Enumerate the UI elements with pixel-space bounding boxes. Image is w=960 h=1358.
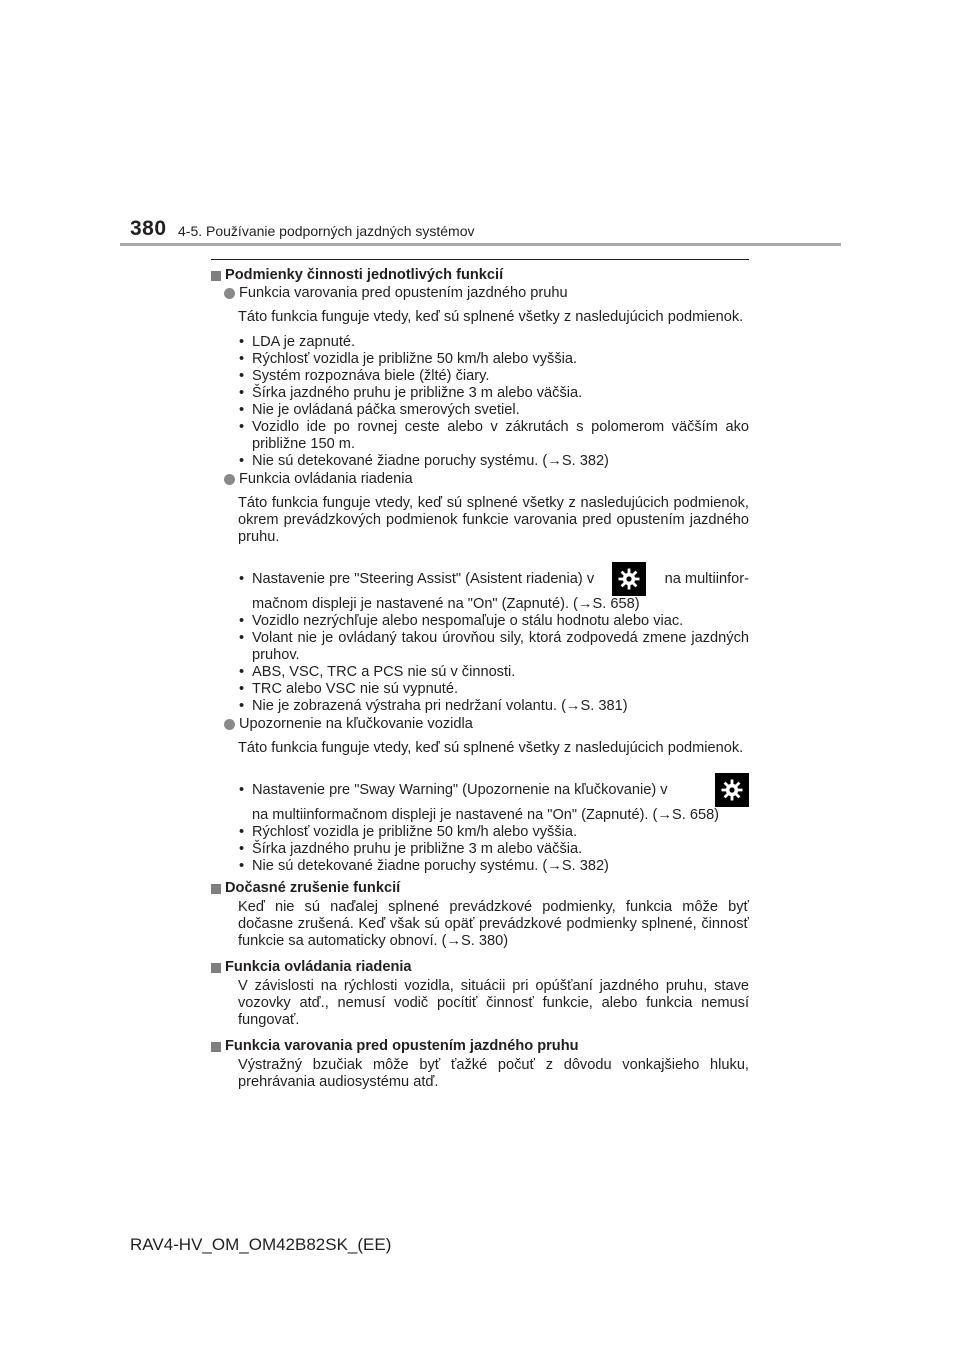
subsection-title: Funkcia ovládania riadenia (239, 471, 413, 487)
section-heading (211, 880, 749, 897)
content-rule (211, 259, 749, 260)
document-code: RAV4-HV_OM_OM42B82SK_(EE) (130, 1235, 392, 1254)
list-item-text: na multiinfor- (664, 571, 749, 587)
section-title: Dočasné zrušenie funkcií (225, 880, 401, 896)
subsection-heading (224, 471, 749, 488)
list-item: • Rýchlosť vozidla je približne 50 km/h alebo vyššia. (238, 824, 749, 841)
list-item: • Rýchlosť vozidla je približne 50 km/h alebo vyššia. (238, 351, 749, 368)
section-heading (211, 1038, 749, 1055)
list-item: • Šírka jazdného pruhu je približne 3 m alebo väčšia. (238, 385, 749, 402)
paragraph: V závislosti na rýchlosti vozidla, situácii pri opúšťaní jazdného pruhu, stave vozovky atď., nemusí vodič pocítiť činnosť funkcie, alebo funkcia nemusí fungovať. (238, 978, 749, 1028)
list-item: • TRC alebo VSC nie sú vypnuté. (238, 681, 749, 698)
section-title: Funkcia varovania pred opustením jazdného pruhu (225, 1038, 579, 1054)
paragraph: Táto funkcia funguje vtedy, keď sú splnené všetky z nasledujúcich podmienok. (238, 740, 744, 756)
list-item: • Systém rozpoznáva biele (žlté) čiary. (238, 368, 749, 385)
list-item: • Volant nie je ovládaný takou úrovňou sily, ktorá zodpovedá zmene jazdných pruhov. (238, 630, 749, 664)
list-item: • Nie sú detekované žiadne poruchy systému. (→S. 382) (238, 858, 749, 875)
condition-list (238, 334, 749, 470)
square-bullet-icon (211, 1042, 221, 1052)
condition-list (238, 562, 749, 715)
subsection-title: Funkcia varovania pred opustením jazdného pruhu (239, 285, 568, 301)
header-rule (120, 243, 841, 246)
subsection-title: Upozornenie na kľučkovanie vozidla (239, 716, 473, 732)
list-item: • Šírka jazdného pruhu je približne 3 m alebo väčšia. (238, 841, 749, 858)
section-heading (211, 267, 749, 284)
page-number: 380 (130, 217, 167, 240)
condition-list (238, 773, 749, 875)
list-item-continuation: mačnom displeji je nastavené na "On" (Zapnuté). (→S. 658) (252, 596, 640, 612)
paragraph: Táto funkcia funguje vtedy, keď sú splnené všetky z nasledujúcich podmienok, okrem prevádzkových podmienok funkcie varovania pred opustením jazdného pruhu. (238, 495, 749, 545)
list-item: • ABS, VSC, TRC a PCS nie sú v činnosti. (238, 664, 749, 681)
list-item: • Nie je ovládaná páčka smerových svetiel. (238, 402, 749, 419)
square-bullet-icon (211, 963, 221, 973)
round-bullet-icon (224, 288, 235, 299)
subsection-heading (224, 716, 749, 733)
list-item-continuation: na multiinformačnom displeji je nastavené na "On" (Zapnuté). (→S. 658) (252, 807, 720, 823)
list-item (238, 773, 749, 824)
list-item (238, 562, 749, 613)
square-bullet-icon (211, 884, 221, 894)
list-item: • Vozidlo ide po rovnej ceste alebo v zákrutách s polomerom väčším ako približne 150 m. (238, 419, 749, 453)
list-item: • Vozidlo nezrýchľuje alebo nespomaľuje o stálu hodnotu alebo viac. (238, 613, 749, 630)
section-title: Funkcia ovládania riadenia (225, 959, 412, 975)
chapter-title: 4-5. Používanie podporných jazdných systémov (178, 223, 475, 239)
subsection-heading (224, 285, 749, 302)
gear-icon (612, 562, 646, 596)
gear-icon (715, 773, 749, 807)
list-item: • Nie je zobrazená výstraha pri nedržaní volantu. (→S. 381) (238, 698, 749, 715)
round-bullet-icon (224, 719, 235, 730)
page-content (211, 267, 749, 1091)
paragraph: Keď nie sú naďalej splnené prevádzkové podmienky, funkcia môže byť dočasne zrušená. Keď však sú opäť prevádzkové podmienky splnené, činnosť funkcie sa automaticky obnoví. (→S. 380) (238, 899, 749, 949)
list-item-text: • Nastavenie pre "Sway Warning" (Upozornenie na kľučkovanie) v (252, 782, 668, 798)
section-heading (211, 959, 749, 976)
round-bullet-icon (224, 474, 235, 485)
section-title: Podmienky činnosti jednotlivých funkcií (225, 267, 504, 283)
list-item: • Nie sú detekované žiadne poruchy systému. (→S. 382) (238, 453, 749, 470)
paragraph: Táto funkcia funguje vtedy, keď sú splnené všetky z nasledujúcich podmienok. (238, 309, 744, 325)
list-item-text: • Nastavenie pre "Steering Assist" (Asistent riadenia) v (252, 571, 595, 587)
paragraph: Výstražný bzučiak môže byť ťažké počuť z dôvodu vonkajšieho hluku, prehrávania audiosystému atď. (238, 1057, 749, 1090)
square-bullet-icon (211, 271, 221, 281)
list-item: • LDA je zapnuté. (238, 334, 749, 351)
